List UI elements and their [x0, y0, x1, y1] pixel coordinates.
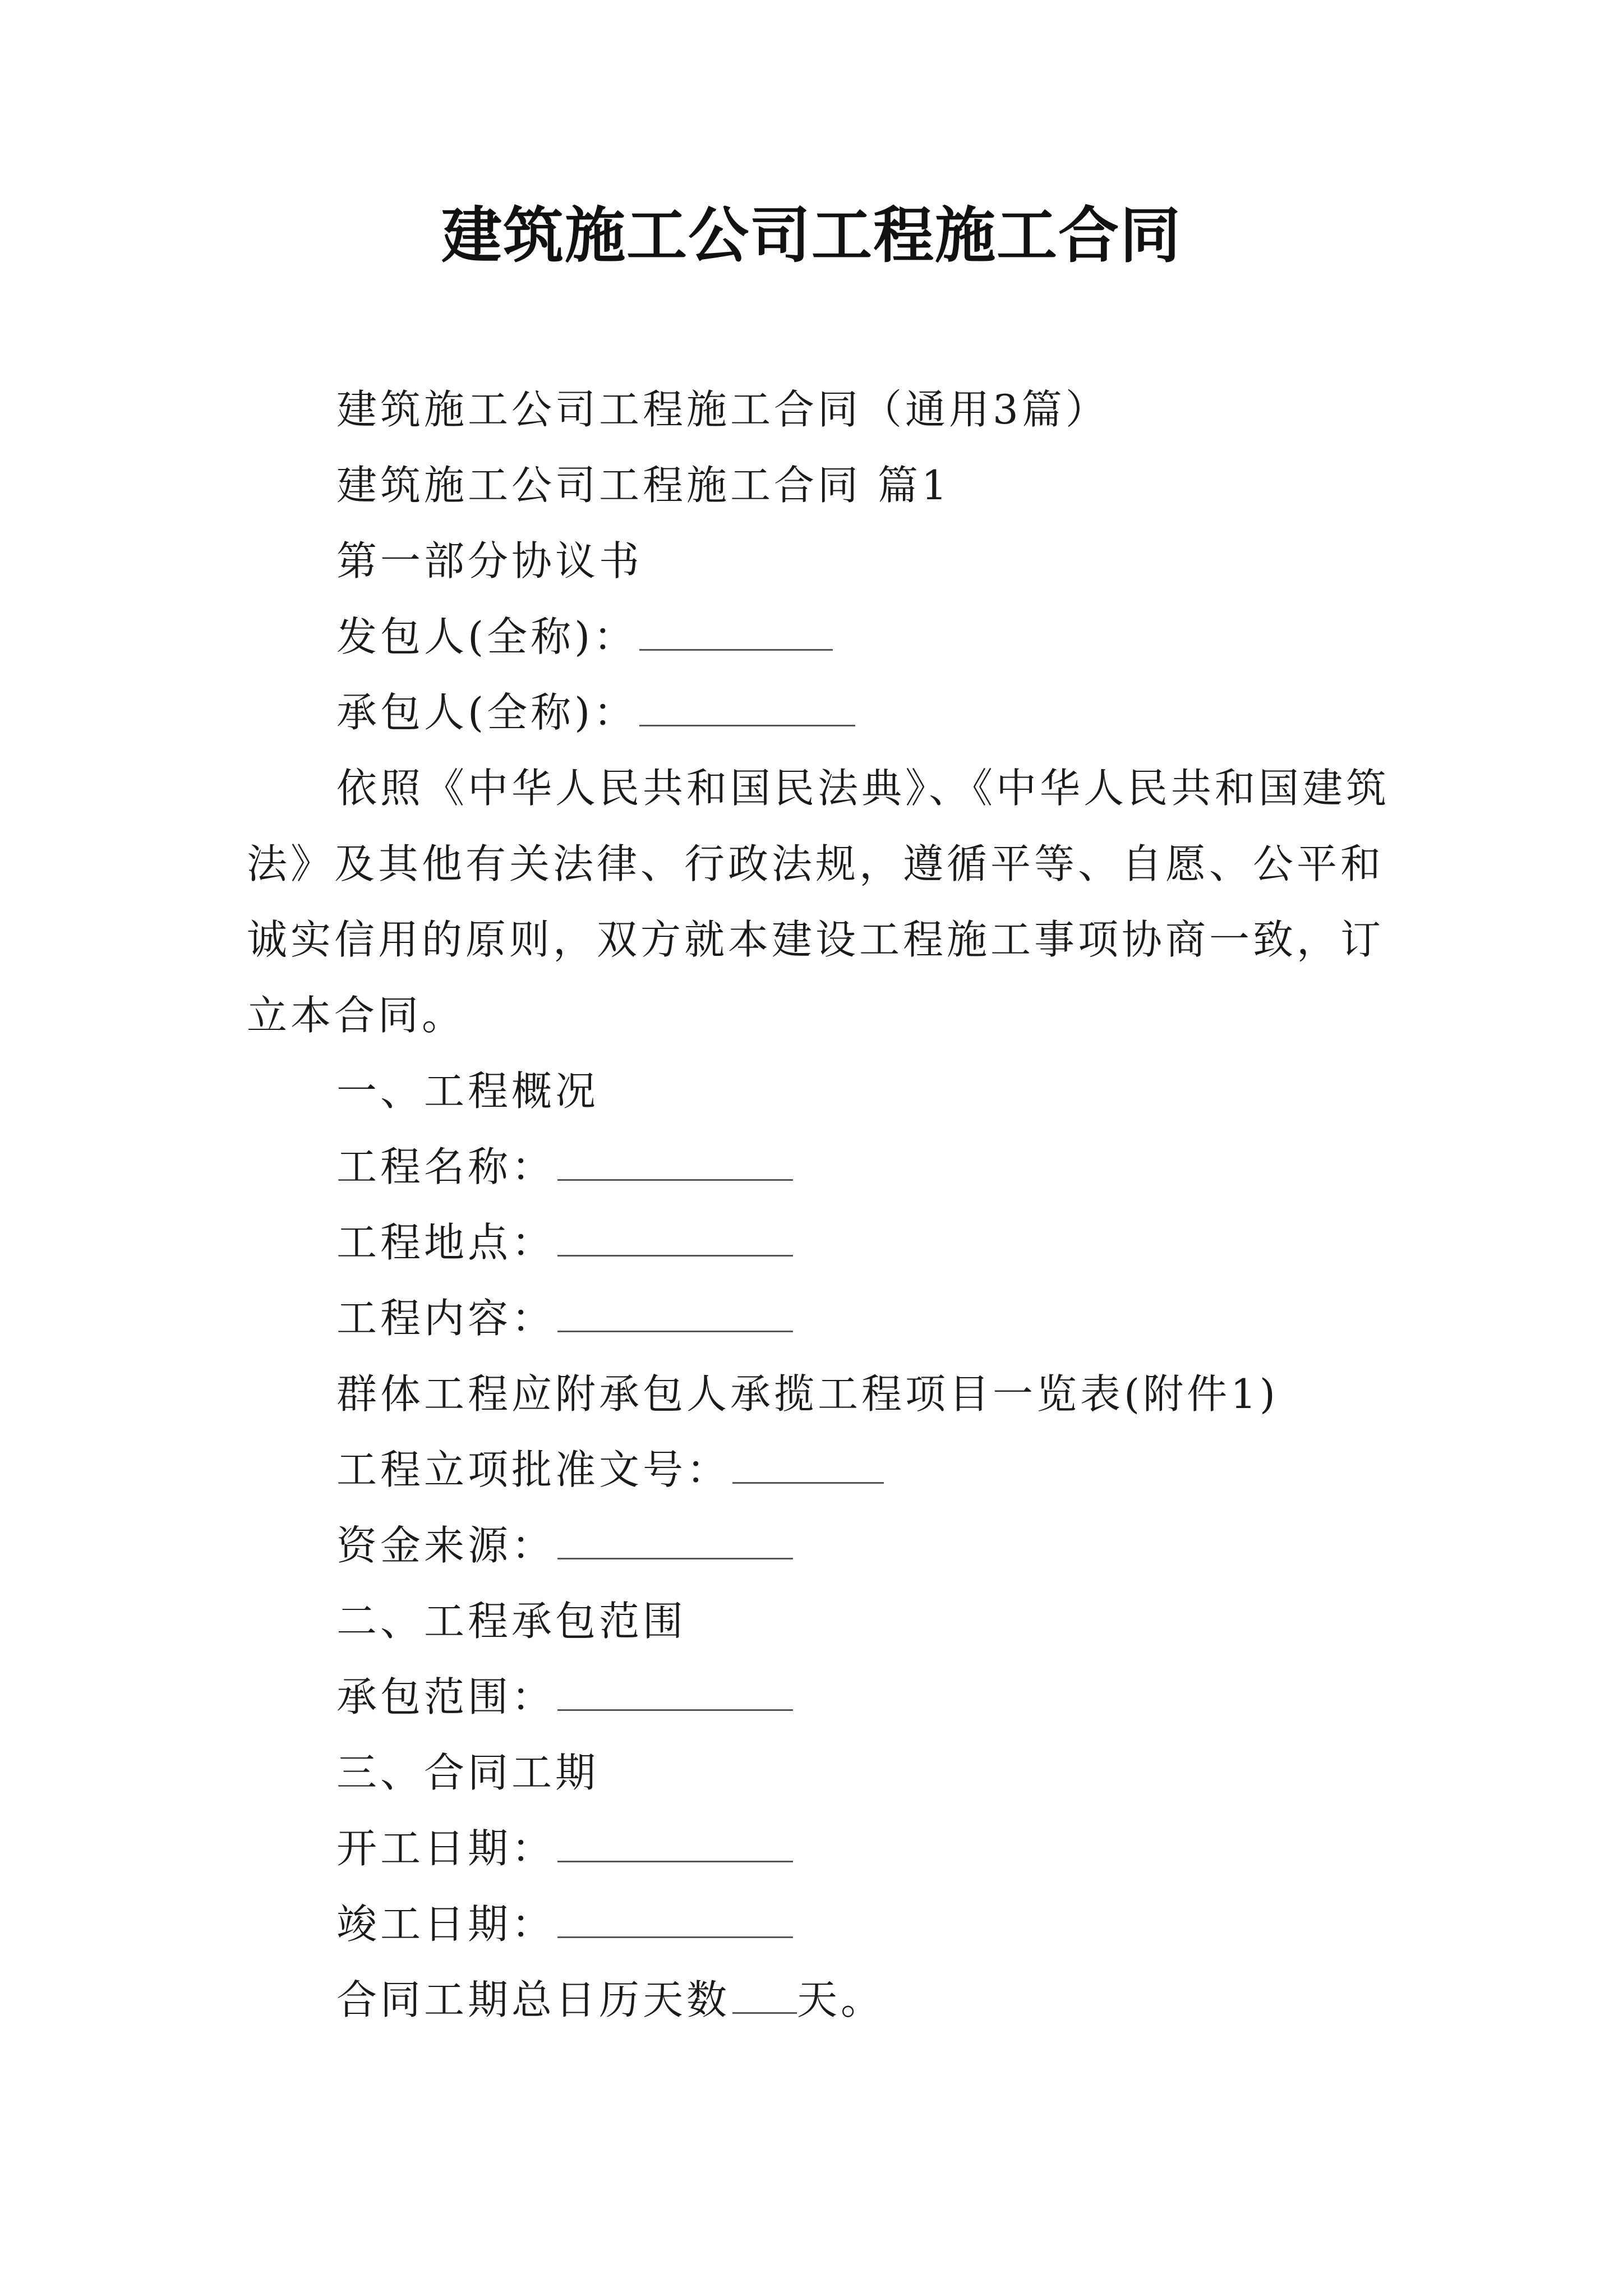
section-heading: 第一部分协议书	[336, 537, 643, 585]
total-days-line	[336, 1972, 884, 2028]
completion-date-line	[336, 1896, 793, 1952]
scope-blank[interactable]	[557, 1677, 793, 1711]
group-project-note: 群体工程应附承包人承揽工程项目一览表(附件1)	[336, 1370, 1279, 1418]
project-content-line	[336, 1290, 793, 1346]
project-content-label: 工程内容：	[336, 1295, 556, 1342]
preamble-line-2: 法》及其他有关法律、行政法规，遵循平等、自愿、公平和	[247, 840, 1385, 887]
contractor-line	[336, 684, 855, 740]
employer-blank[interactable]	[639, 616, 833, 651]
total-days-suffix: 天。	[797, 1976, 885, 2023]
document-subtitle: 建筑施工公司工程施工合同（通用3篇）	[336, 386, 1109, 433]
scope-line	[336, 1669, 793, 1725]
start-date-line	[336, 1820, 793, 1876]
project-location-blank[interactable]	[557, 1222, 793, 1257]
project-location-line	[336, 1214, 793, 1271]
contractor-label: 承包人(全称)：	[336, 689, 638, 736]
project-location-label: 工程地点：	[336, 1219, 556, 1266]
completion-date-label: 竣工日期：	[336, 1901, 556, 1948]
document-title: 建筑施工公司工程施工合同	[441, 200, 1182, 271]
completion-date-blank[interactable]	[557, 1904, 793, 1938]
section1-heading: 一、工程概况	[336, 1068, 600, 1115]
preamble-line-3: 诚实信用的原则，双方就本建设工程施工事项协商一致，订	[247, 916, 1385, 963]
scope-label: 承包范围：	[336, 1673, 556, 1720]
approval-number-blank[interactable]	[732, 1450, 884, 1484]
total-days-prefix: 合同工期总日历天数	[336, 1976, 731, 2023]
contractor-blank[interactable]	[639, 692, 855, 726]
project-content-blank[interactable]	[557, 1298, 793, 1332]
fund-source-label: 资金来源：	[336, 1522, 556, 1569]
fund-source-blank[interactable]	[557, 1525, 793, 1559]
preamble-line-4: 立本合同。	[247, 992, 466, 1039]
part-heading: 建筑施工公司工程施工合同 篇1	[336, 462, 951, 509]
section3-heading: 三、合同工期	[336, 1749, 600, 1796]
fund-source-line	[336, 1517, 793, 1573]
approval-number-line	[336, 1442, 884, 1498]
approval-number-label: 工程立项批准文号：	[336, 1446, 731, 1493]
section2-heading: 二、工程承包范围	[336, 1598, 687, 1645]
project-name-line	[336, 1139, 793, 1195]
project-name-blank[interactable]	[557, 1147, 793, 1181]
preamble-line-1: 依照《中华人民共和国民法典》、《中华人民共和国建筑	[336, 765, 1390, 812]
employer-line	[336, 609, 833, 665]
project-name-label: 工程名称：	[336, 1143, 556, 1190]
total-days-blank[interactable]	[732, 1980, 797, 2014]
start-date-blank[interactable]	[557, 1828, 793, 1862]
start-date-label: 开工日期：	[336, 1825, 556, 1872]
employer-label: 发包人(全称)：	[336, 613, 638, 660]
